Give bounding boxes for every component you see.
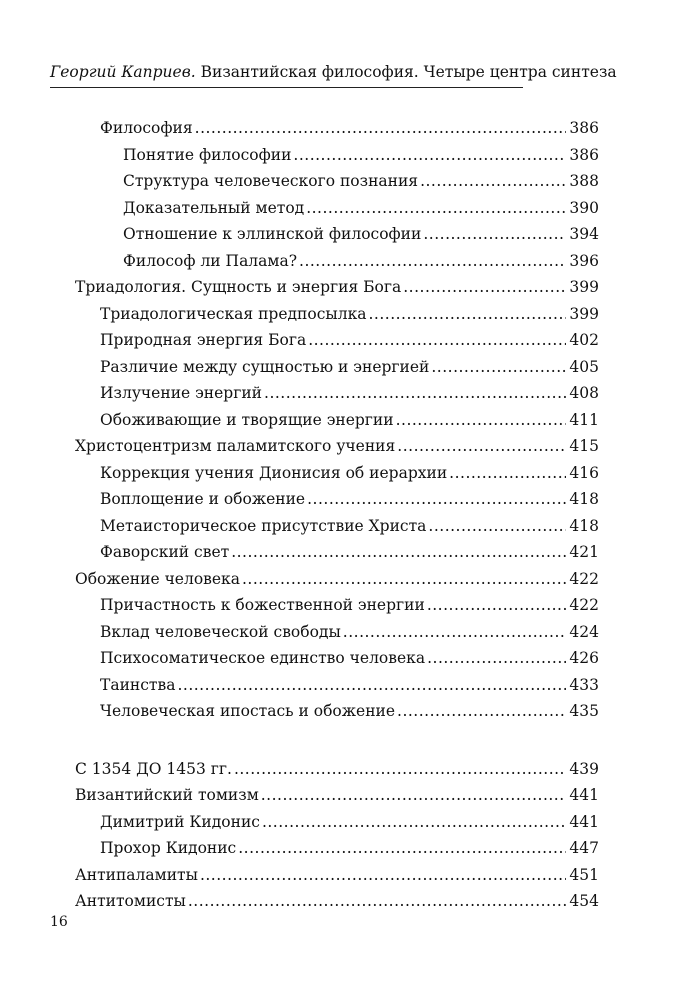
- toc-entry[interactable]: [100, 301, 599, 327]
- toc-entry-page: 411: [569, 410, 599, 429]
- dot-leader: [397, 698, 566, 724]
- toc-entry-page: 451: [569, 865, 599, 884]
- toc-entry[interactable]: [75, 888, 599, 914]
- toc-entry-title: Вклад человеческой свободы: [100, 622, 341, 641]
- dot-leader: [293, 142, 566, 168]
- toc-entry-page: 421: [569, 543, 599, 561]
- dot-leader: [242, 566, 566, 592]
- dot-leader: [343, 619, 567, 645]
- dot-leader: [427, 645, 566, 671]
- toc-entry[interactable]: [100, 407, 599, 433]
- toc-entry-title: С 1354 ДО 1453 гг.: [75, 759, 232, 778]
- dot-leader: [308, 327, 566, 353]
- toc-entry[interactable]: [75, 274, 599, 300]
- toc-entry-title: Природная энергия Бога: [100, 331, 307, 349]
- toc-entry[interactable]: [100, 619, 599, 645]
- toc-entry-title: Димитрий Кидонис: [100, 812, 260, 831]
- dot-leader: [449, 460, 566, 486]
- toc-entry-page: 435: [569, 702, 599, 720]
- toc-entry-page: 422: [569, 596, 599, 614]
- toc-entry[interactable]: [100, 539, 599, 565]
- dot-leader: [431, 354, 566, 380]
- toc-entry[interactable]: [75, 862, 599, 888]
- dot-leader: [427, 592, 567, 618]
- toc-entry[interactable]: [123, 221, 599, 247]
- toc-entry[interactable]: [100, 672, 599, 698]
- toc-entry[interactable]: [100, 592, 599, 618]
- toc-entry-page: 396: [569, 251, 599, 270]
- toc-entry-title: Излучение энергий: [100, 384, 263, 402]
- toc-entry-page: 422: [569, 569, 599, 588]
- toc-entry[interactable]: [100, 486, 599, 512]
- toc-entry[interactable]: [100, 115, 599, 141]
- header-book-title: Византийская философия. Четыре центра синтеза: [200, 63, 617, 81]
- dot-leader: [234, 756, 566, 782]
- toc-entry-page: 386: [569, 119, 599, 137]
- toc-entry-title: Доказательный метод: [123, 198, 305, 217]
- toc-entry[interactable]: [100, 645, 599, 671]
- toc-entry[interactable]: [123, 142, 599, 168]
- dot-leader: [264, 380, 566, 406]
- toc-entry-page: 418: [569, 516, 599, 535]
- dot-leader: [188, 888, 567, 914]
- toc-entry[interactable]: [75, 756, 599, 782]
- toc-entry-page: 390: [569, 198, 599, 217]
- toc-entry-title: Метаисторическое присутствие Христа: [100, 516, 427, 535]
- toc-entry-page: 424: [569, 622, 599, 641]
- toc-entry-page: 394: [569, 225, 599, 243]
- toc-entry-page: 386: [569, 145, 599, 164]
- toc-entry-page: 441: [569, 786, 599, 804]
- toc-entry-title: Воплощение и обожение: [100, 490, 306, 508]
- header-rule: [50, 87, 523, 88]
- toc-entry[interactable]: [123, 195, 599, 221]
- dot-leader: [428, 513, 566, 539]
- toc-entry-page: 402: [569, 331, 599, 349]
- toc-entry[interactable]: [100, 327, 599, 353]
- toc-entry[interactable]: [123, 248, 599, 274]
- dot-leader: [306, 195, 566, 221]
- dot-leader: [307, 486, 566, 512]
- dot-leader: [200, 862, 566, 888]
- toc-entry-title: Византийский томизм: [75, 786, 259, 804]
- toc-entry-title: Причастность к божественной энергии: [100, 596, 425, 614]
- dot-leader: [299, 248, 566, 274]
- toc-entry[interactable]: [100, 835, 599, 861]
- toc-entry-page: 415: [569, 437, 599, 455]
- toc-entry-page: 405: [569, 357, 599, 376]
- running-header: [50, 62, 617, 82]
- dot-leader: [231, 539, 566, 565]
- toc-entry-page: 433: [569, 675, 599, 694]
- dot-leader: [177, 672, 566, 698]
- toc-entry-title: Философия: [100, 119, 193, 137]
- toc-entry[interactable]: [100, 380, 599, 406]
- dot-leader: [396, 407, 567, 433]
- toc-entry-page: 426: [569, 649, 599, 667]
- toc-entry[interactable]: [75, 433, 599, 459]
- toc-entry-title: Различие между сущностью и энергией: [100, 357, 430, 376]
- toc-entry-title: Антипаламиты: [75, 865, 198, 884]
- toc-entry-title: Триадологическая предпосылка: [100, 304, 367, 323]
- toc-entry[interactable]: [100, 698, 599, 724]
- toc-entry-page: 454: [569, 892, 599, 910]
- dot-leader: [397, 433, 566, 459]
- dot-leader: [262, 809, 566, 835]
- toc-entry-title: Психосоматическое единство человека: [100, 649, 426, 667]
- dot-leader: [195, 115, 567, 141]
- toc-entry-page: 399: [569, 278, 599, 296]
- dot-leader: [261, 782, 567, 808]
- toc-entry[interactable]: [100, 513, 599, 539]
- toc-entry-page: 441: [569, 812, 599, 831]
- page-number: 16: [50, 914, 68, 930]
- toc-entry-page: 447: [569, 839, 599, 857]
- toc-entry-title: Понятие философии: [123, 145, 292, 164]
- toc-entry[interactable]: [75, 566, 599, 592]
- toc-entry-title: Триадология. Сущность и энергия Бога: [75, 278, 402, 296]
- toc-entry-page: 416: [569, 463, 599, 482]
- toc-entry-title: Таинства: [100, 675, 176, 694]
- dot-leader: [369, 301, 567, 327]
- toc-entry[interactable]: [123, 168, 599, 194]
- toc-entry-title: Структура человеческого познания: [123, 172, 419, 190]
- toc-entry-title: Обоживающие и творящие энергии: [100, 410, 394, 429]
- toc-entry-title: Прохор Кидонис: [100, 839, 237, 857]
- toc-entry[interactable]: [100, 460, 599, 486]
- header-author: Георгий Каприев.: [50, 63, 196, 81]
- toc-entry-title: Обожение человека: [75, 569, 240, 588]
- dot-leader: [420, 168, 566, 194]
- toc-entry-page: 408: [569, 384, 599, 402]
- toc-entry-title: Коррекция учения Дионисия об иерархии: [100, 463, 448, 482]
- toc-entry-title: Антитомисты: [75, 892, 186, 910]
- toc-entry-title: Христоцентризм паламитского учения: [75, 437, 396, 455]
- toc-entry-page: 399: [569, 304, 599, 323]
- toc-entry-page: 439: [569, 759, 599, 778]
- toc-entry-page: 388: [569, 172, 599, 190]
- toc-entry[interactable]: [100, 809, 599, 835]
- toc-entry[interactable]: [100, 354, 599, 380]
- toc-entry-title: Философ ли Палама?: [123, 251, 298, 270]
- toc-entry-page: 418: [569, 490, 599, 508]
- dot-leader: [423, 221, 566, 247]
- toc-entry-title: Отношение к эллинской философии: [123, 225, 422, 243]
- toc-entry[interactable]: [75, 782, 599, 808]
- dot-leader: [403, 274, 566, 300]
- toc-entry-title: Человеческая ипостась и обожение: [100, 702, 396, 720]
- dot-leader: [238, 835, 566, 861]
- toc-entry-title: Фаворский свет: [100, 543, 230, 561]
